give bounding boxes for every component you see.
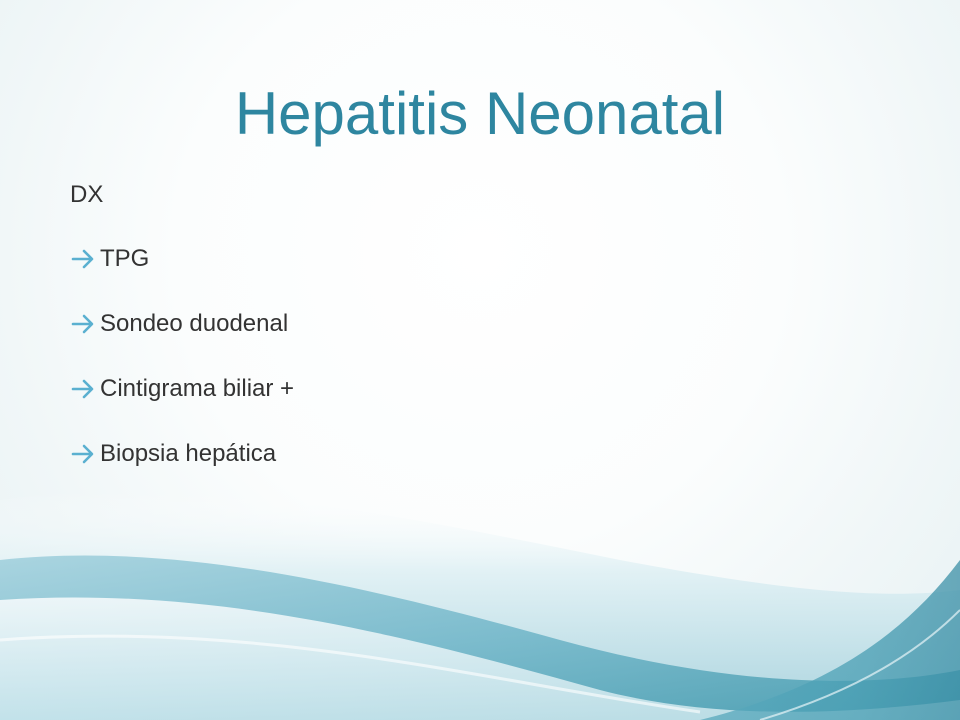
right-arrow-icon <box>70 442 100 466</box>
list-item-label: Cintigrama biliar + <box>100 375 295 402</box>
slide-title: Hepatitis Neonatal <box>234 80 726 147</box>
list-item-label: Sondeo duodenal <box>100 310 289 337</box>
slide-content <box>70 175 890 467</box>
right-arrow-icon <box>70 377 100 401</box>
list-item <box>70 434 276 474</box>
list-item <box>70 239 149 279</box>
right-arrow-icon <box>70 312 100 336</box>
right-arrow-icon <box>70 247 100 271</box>
list-item-label: TPG <box>100 245 150 272</box>
list-item <box>70 304 288 344</box>
list-item-label: Biopsia hepática <box>100 440 277 467</box>
list-item <box>70 369 294 409</box>
section-heading: DX <box>70 181 104 208</box>
